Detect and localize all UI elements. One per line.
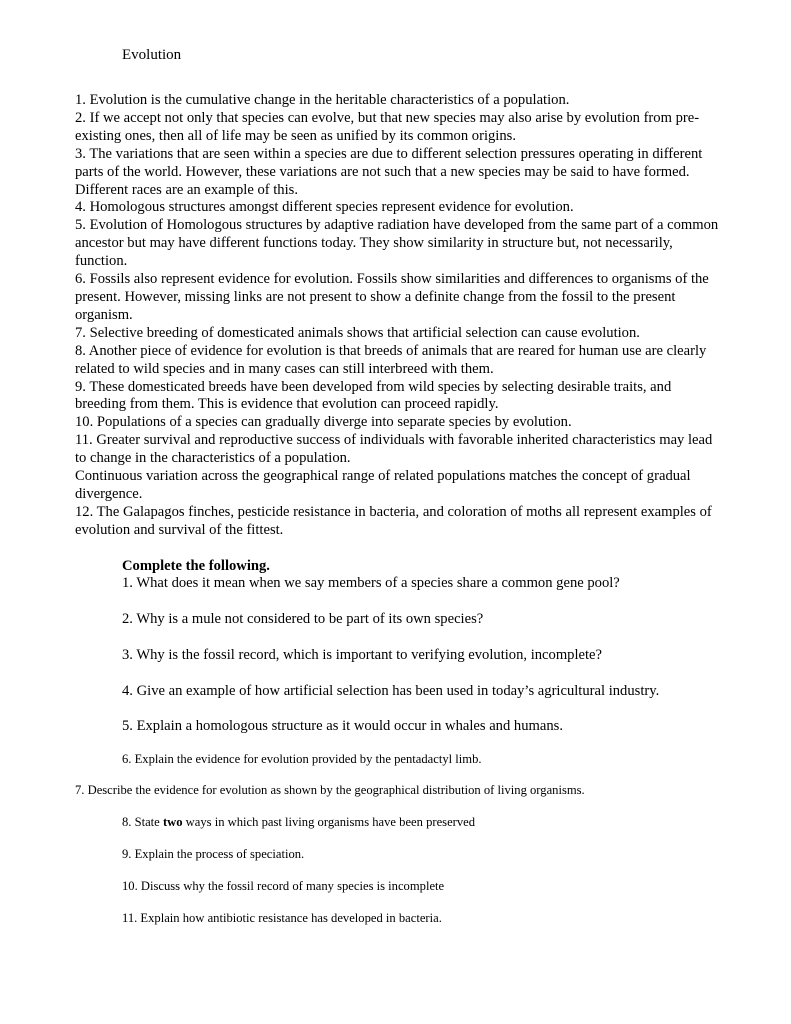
question-item: 9. Explain the process of speciation. [122, 847, 305, 861]
document-title: Evolution [122, 47, 182, 63]
question-item [122, 814, 475, 830]
fact-item: 12. The Galapagos finches, pesticide resistance in bacteria, and coloration of moths all represent examples of evolution and survival of the fittest. [75, 503, 712, 538]
question-item: 10. Discuss why the fossil record of many species is incomplete [122, 879, 445, 893]
question-item: 1. What does it mean when we say members of a species share a common gene pool? [122, 575, 620, 591]
question-item: 4. Give an example of how artificial selection has been used in today’s agricultural industry. [122, 683, 660, 699]
fact-item: 5. Evolution of Homologous structures by adaptive radiation have developed from the same part of a common ancestor but may have different functions today. They show similarity in structure but, not necessarily, function. [75, 217, 719, 270]
question-suffix: ways in which past living organisms have been preserved [182, 815, 476, 829]
question-emphasis: two [162, 815, 183, 829]
question-item: 7. Describe the evidence for evolution as shown by the geographical distribution of living organisms. [75, 783, 585, 797]
question-item: 3. Why is the fossil record, which is important to verifying evolution, incomplete? [122, 647, 603, 663]
fact-item: 11. Greater survival and reproductive success of individuals with favorable inherited characteristics may lead to change in the characteristics of a population. [75, 432, 713, 467]
fact-item: 1. Evolution is the cumulative change in the heritable characteristics of a population. [75, 92, 570, 108]
question-item: 2. Why is a mule not considered to be part of its own species? [122, 611, 484, 627]
question-item: 11. Explain how antibiotic resistance has developed in bacteria. [122, 911, 442, 925]
fact-item: 3. The variations that are seen within a species are due to different selection pressures operating in different parts of the world. However, these variations are not such that a new species may be said to have formed. Different races are an example of this. [75, 145, 703, 198]
fact-item: 7. Selective breeding of domesticated animals shows that artificial selection can cause evolution. [75, 324, 640, 341]
fact-item: 9. These domesticated breeds have been developed from wild species by selecting desirable traits, and breeding from them. This is evidence that evolution can proceed rapidly. [75, 378, 672, 413]
facts-list [75, 92, 725, 540]
fact-item: 2. If we accept not only that species can evolve, but that new species may also arise by evolution from pre-existing ones, then all of life may be seen as unified by its common origins. [75, 109, 700, 144]
question-item: 5. Explain a homologous structure as it would occur in whales and humans. [122, 718, 563, 734]
question-item: 6. Explain the evidence for evolution provided by the pentadactyl limb. [122, 752, 482, 766]
fact-item: 8. Another piece of evidence for evolution is that breeds of animals that are reared for human use are clearly related to wild species and in many cases can still interbreed with them. [75, 342, 707, 377]
fact-item: 4. Homologous structures amongst different species represent evidence for evolution. [75, 199, 574, 216]
questions-heading: Complete the following. [122, 558, 270, 574]
fact-item: 6. Fossils also represent evidence for evolution. Fossils show similarities and differences to organisms of the present. However, missing links are not present to show a definite change from the fossil to the present organism. [75, 271, 709, 323]
fact-item: Continuous variation across the geographical range of related populations matches the concept of gradual divergence. [75, 468, 691, 502]
question-prefix: 8. State [122, 815, 163, 829]
fact-item: 10. Populations of a species can gradually diverge into separate species by evolution. [75, 414, 572, 431]
